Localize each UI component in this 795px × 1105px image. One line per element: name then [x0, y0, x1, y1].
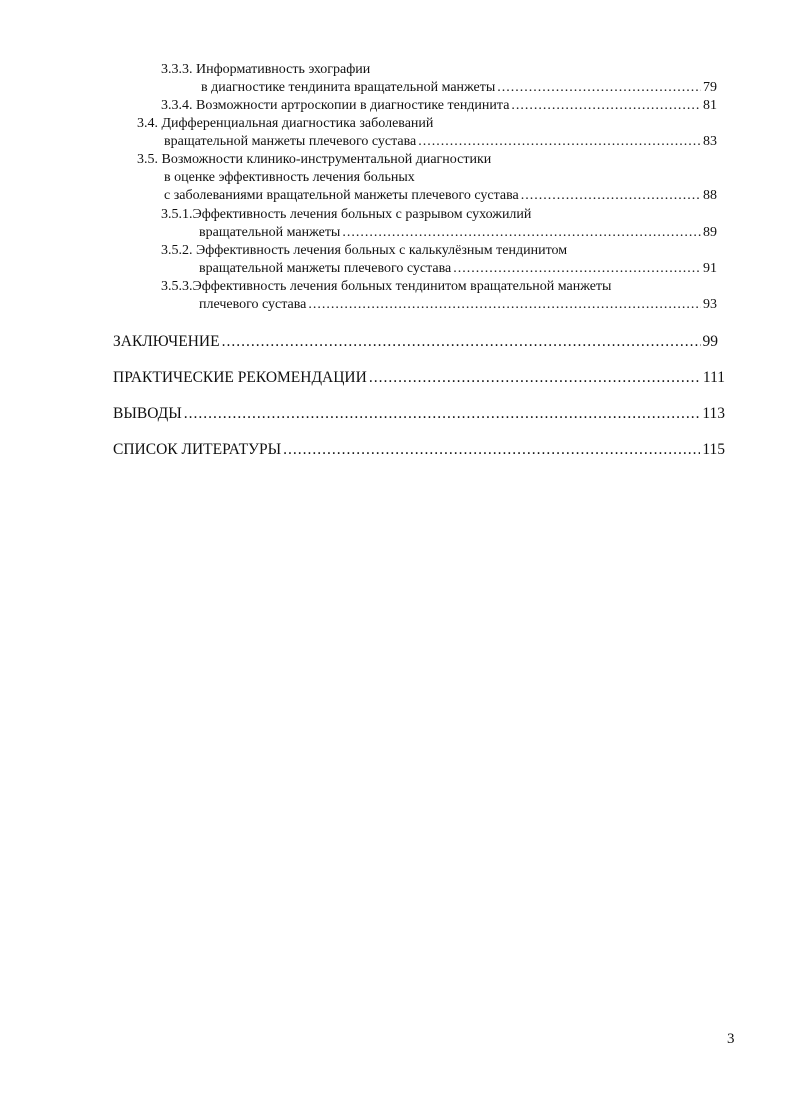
toc-entry-3-4-line2: вращательной манжеты плечевого сустава: [164, 134, 417, 149]
toc-entry-3-3-3-line2: в диагностике тендинита вращательной манжеты: [201, 80, 496, 95]
toc-entry-3-5-2-line2: вращательной манжеты плечевого сустава: [199, 261, 452, 276]
dot-leader: [342, 224, 701, 242]
toc-entry-3-5-2: [199, 260, 717, 278]
dot-leader: [521, 187, 701, 205]
page-number: 3: [727, 1031, 735, 1047]
toc-page-number: 88: [703, 188, 717, 203]
toc-entry-3-3-4: [161, 97, 717, 115]
toc-entry-3-5-1: [199, 224, 717, 242]
dot-leader: [453, 260, 701, 278]
toc-page-number: 91: [703, 261, 717, 276]
toc-entry-3-4-line1: 3.4. Дифференциальная диагностика заболеваний: [137, 116, 434, 131]
dot-leader: [184, 404, 701, 424]
toc-entry-3-5: [164, 187, 717, 205]
toc-entry-recommendations: [113, 368, 725, 388]
dot-leader: [283, 440, 700, 460]
dot-leader: [497, 79, 701, 97]
toc-entry-3-5-1-line1: 3.5.1.Эффективность лечения больных с разрывом сухожилий: [161, 207, 532, 222]
toc-entry-3-4: [164, 133, 717, 151]
toc-entry-3-5-1-line2: вращательной манжеты: [199, 225, 341, 240]
toc-section-title: ПРАКТИЧЕСКИЕ РЕКОМЕНДАЦИИ: [113, 369, 367, 386]
toc-entry-references: [113, 440, 725, 460]
toc-entry-conclusion: [113, 332, 718, 352]
dot-leader: [369, 368, 701, 388]
dot-leader: [308, 296, 701, 314]
toc-section-title: ЗАКЛЮЧЕНИЕ: [113, 333, 220, 350]
toc-entry-3-3-3: [201, 79, 717, 97]
dot-leader: [418, 133, 701, 151]
toc-section-title: ВЫВОДЫ: [113, 405, 182, 422]
toc-entry-3-5-3-line2: плечевого сустава: [199, 297, 307, 312]
dot-leader: [511, 97, 701, 115]
toc-page-number: 79: [703, 80, 717, 95]
toc-entry-3-5-line1: 3.5. Возможности клинико-инструментальной диагностики: [137, 152, 492, 167]
toc-entry-3-5-line3: с заболеваниями вращательной манжеты плечевого сустава: [164, 188, 519, 203]
toc-section-title: СПИСОК ЛИТЕРАТУРЫ: [113, 441, 282, 458]
toc-page-number: 115: [702, 441, 725, 458]
toc-entry-findings: [113, 404, 725, 424]
toc-entry-3-5-line2: в оценке эффективность лечения больных: [164, 170, 415, 185]
toc-entry-3-5-3-line1: 3.5.3.Эффективность лечения больных тендинитом вращательной манжеты: [161, 279, 612, 294]
toc-page-number: 111: [702, 369, 725, 386]
toc-page-number: 93: [703, 297, 717, 312]
toc-entry-3-5-2-line1: 3.5.2. Эффективность лечения больных с калькулёзным тендинитом: [161, 243, 568, 258]
toc-page-number: 99: [702, 333, 718, 350]
toc-page-number: 81: [703, 98, 717, 113]
toc-entry-3-3-4-line1: 3.3.4. Возможности артроскопии в диагностике тендинита: [161, 98, 510, 113]
toc-page-number: 83: [703, 134, 717, 149]
toc-page-number: 89: [703, 225, 717, 240]
toc-page-number: 113: [702, 405, 725, 422]
dot-leader: [222, 332, 701, 352]
toc-entry-3-3-3-line1: 3.3.3. Информативность эхографии: [161, 62, 371, 77]
toc-entry-3-5-3: [199, 296, 717, 314]
